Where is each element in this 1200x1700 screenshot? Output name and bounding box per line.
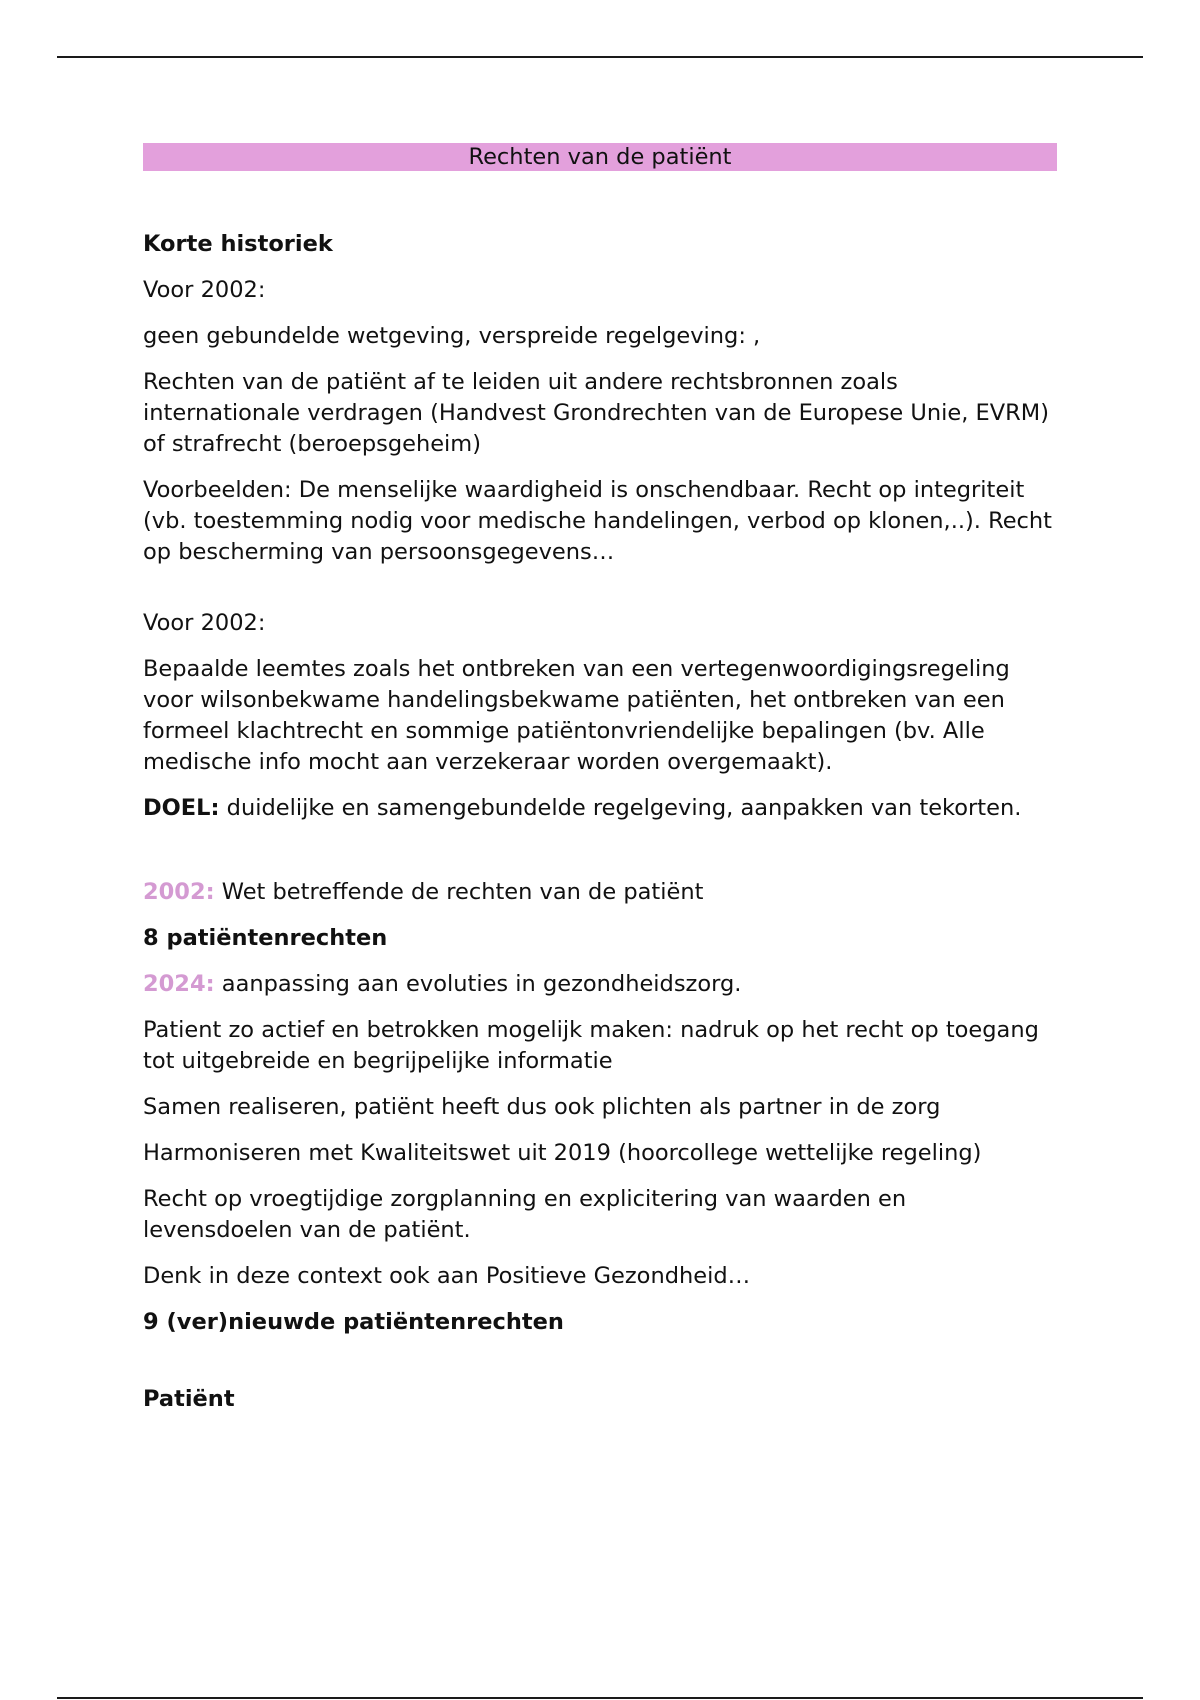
history-heading: Korte historiek	[143, 231, 333, 257]
rights-9-heading: 9 (ver)nieuwde patiëntenrechten	[143, 1309, 564, 1335]
goal-text: duidelijke en samengebundelde regelgeving, aanpakken van tekorten.	[219, 795, 1022, 821]
goal-paragraph	[143, 793, 1057, 824]
law-point-5: Denk in deze context ook aan Positieve Gezondheid…	[143, 1263, 751, 1289]
history-line-1: geen gebundelde wetgeving, verspreide regelgeving: ,	[143, 323, 761, 349]
law-2002-line	[143, 877, 1057, 908]
bottom-rule	[57, 1697, 1143, 1699]
law-point-2: Samen realiseren, patiënt heeft dus ook plichten als partner in de zorg	[143, 1094, 941, 1120]
law-point-1: Patient zo actief en betrokken mogelijk maken: nadruk op het recht op toegang tot uitgebreide en begrijpelijke informatie	[143, 1017, 1039, 1074]
before-2002-label-2: Voor 2002:	[143, 610, 266, 636]
page-content	[143, 143, 1057, 1430]
law-point-4: Recht op vroegtijdige zorgplanning en explicitering van waarden en levensdoelen van de patiënt.	[143, 1186, 907, 1243]
law-point-3: Harmoniseren met Kwaliteitswet uit 2019 (hoorcollege wettelijke regeling)	[143, 1140, 982, 1166]
law-2024-line	[143, 969, 1057, 1000]
year-2002: 2002:	[143, 879, 215, 905]
law-2024-text: aanpassing aan evoluties in gezondheidszorg.	[214, 971, 742, 997]
top-rule	[57, 56, 1143, 58]
page-title: Rechten van de patiënt	[143, 143, 1057, 171]
before-2002-label-1: Voor 2002:	[143, 277, 266, 303]
history-line-4: Bepaalde leemtes zoals het ontbreken van een vertegenwoordigingsregeling voor wilsonbekwame handelingsbekwame patiënten, het ontbreken van een formeel klachtrecht en sommige patiëntonvriendelijke bepalingen (bv. Alle medische info mocht aan verzekeraar worden overgemaakt).	[143, 656, 1010, 775]
history-line-2: Rechten van de patiënt af te leiden uit andere rechtsbronnen zoals internationale verdragen (Handvest Grondrechten van de Europese Unie, EVRM) of strafrecht (beroepsgeheim)	[143, 369, 1049, 457]
patient-heading: Patiënt	[143, 1386, 235, 1412]
year-2024: 2024:	[143, 971, 215, 997]
rights-8-heading: 8 patiëntenrechten	[143, 925, 388, 951]
law-2002-text: Wet betreffende de rechten van de patiënt	[214, 879, 704, 905]
goal-label: DOEL:	[143, 795, 220, 821]
history-line-3: Voorbeelden: De menselijke waardigheid is onschendbaar. Recht op integriteit (vb. toestemming nodig voor medische handelingen, verbod op klonen,..). Recht op bescherming van persoonsgegevens…	[143, 477, 1053, 565]
